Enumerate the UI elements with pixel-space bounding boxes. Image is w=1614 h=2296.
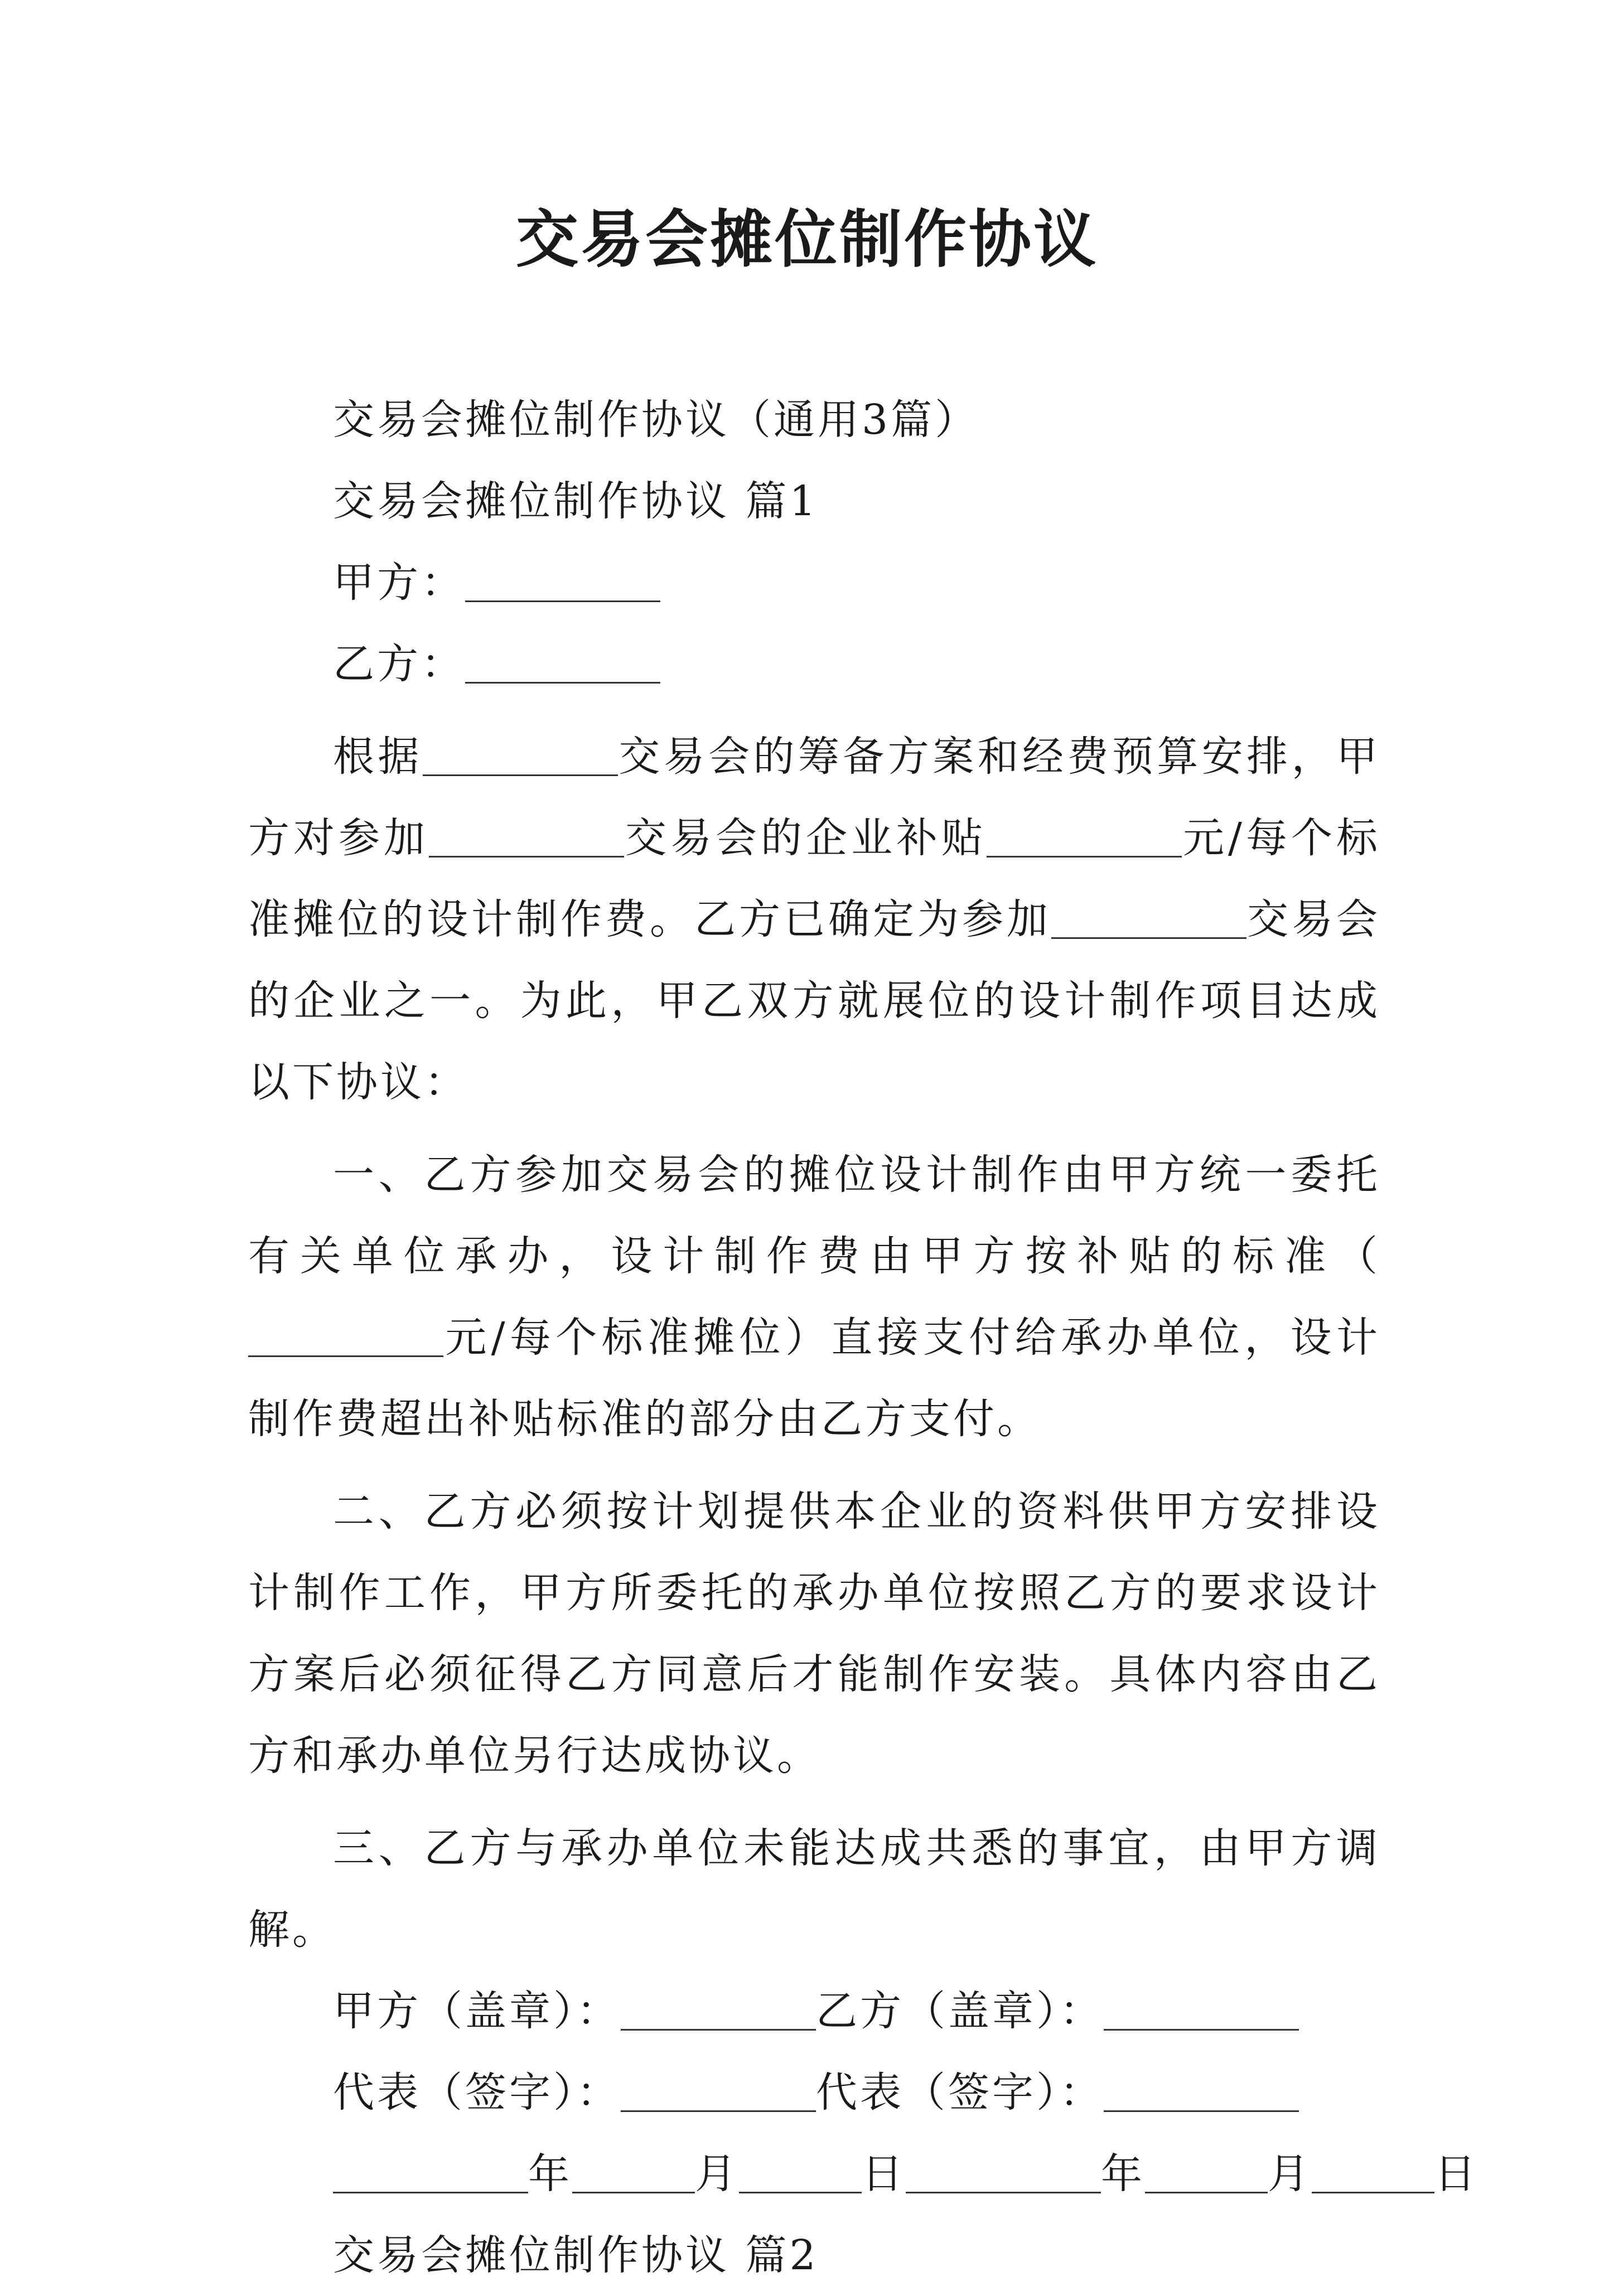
party-b-label: 乙方：	[333, 640, 465, 688]
clause-3: 三、乙方与承办单位未能达成共悉的事宜，由甲方调解。	[248, 1824, 1380, 1954]
year-label-a: 年	[528, 2150, 572, 2198]
party-b-blank	[465, 641, 660, 684]
fair-name-blank	[429, 815, 624, 858]
day-label-b: 日	[1434, 2150, 1478, 2198]
party-b-seal-label: 乙方（盖章）：	[816, 1987, 1104, 2035]
year-blank-b	[906, 2150, 1101, 2193]
party-a-seal-label: 甲方（盖章）：	[333, 1987, 621, 2035]
party-b-seal-blank	[1104, 1988, 1299, 2031]
year-label-b: 年	[1101, 2150, 1145, 2198]
representative-row	[248, 2052, 1380, 2133]
intro-text-5: 交易会的企业之一。为此，甲乙双方就展位的设计制作项目达成以下协议：	[248, 895, 1380, 1106]
section-1-heading: 交易会摊位制作协议 篇1	[333, 477, 819, 525]
day-label-a: 日	[862, 2150, 906, 2198]
date-row	[248, 2133, 1478, 2215]
section-2-heading: 交易会摊位制作协议 篇2	[333, 2231, 819, 2279]
clause-2: 二、乙方必须按计划提供本企业的资料供甲方安排设计制作工作，甲方所委托的承办单位按照乙方的要求设计方案后必须征得乙方同意后才能制作安装。具体内容由乙方和承办单位另行达成协议。	[248, 1488, 1380, 1780]
document-body	[248, 379, 1478, 2296]
day-blank-b	[1312, 2150, 1434, 2193]
standard-amount-blank	[248, 1314, 443, 1357]
rep-a-sign-label: 代表（签字）：	[333, 2069, 621, 2116]
month-label-a: 月	[695, 2150, 739, 2198]
intro-text-4: 元/每个标准摊位的设计制作费。乙方已确定为参加	[248, 814, 1380, 943]
document-title: 交易会摊位制作协议	[516, 203, 1098, 276]
clause-1-text-2: 元/每个标准摊位）直接支付给承办单位，设计制作费超出补贴标准的部分由乙方支付。	[248, 1314, 1380, 1443]
party-a-seal-blank	[621, 1988, 816, 2031]
intro-paragraph	[248, 716, 1380, 1123]
rep-a-sign-blank	[621, 2069, 816, 2112]
intro-text-3: 交易会的企业补贴	[624, 814, 987, 862]
clause-1-text-1: 一、乙方参加交易会的摊位设计制作由甲方统一委托有关单位承办，设计制作费由甲方按补贴的标准（	[248, 1151, 1380, 1280]
year-blank-a	[333, 2150, 528, 2193]
month-blank-b	[1145, 2150, 1268, 2193]
day-blank-a	[739, 2150, 862, 2193]
month-label-b: 月	[1268, 2150, 1312, 2198]
document-subtitle: 交易会摊位制作协议（通用3篇）	[333, 396, 979, 444]
party-b-line	[248, 623, 1380, 705]
intro-text-2: 交易会的筹备方案和经费预算安排，甲方对参加	[248, 733, 1380, 862]
intro-text-1: 根据	[333, 733, 423, 781]
subsidy-amount-blank	[987, 815, 1182, 858]
seal-row	[248, 1970, 1380, 2052]
month-blank-a	[572, 2150, 695, 2193]
rep-b-sign-blank	[1104, 2069, 1299, 2112]
clause-1	[248, 1134, 1380, 1460]
fair-name-blank	[423, 733, 618, 776]
fair-name-blank	[1051, 896, 1246, 939]
party-a-blank	[465, 559, 660, 602]
rep-b-sign-label: 代表（签字）：	[816, 2069, 1104, 2116]
party-a-label: 甲方：	[333, 559, 465, 607]
party-a-line	[248, 542, 1380, 623]
